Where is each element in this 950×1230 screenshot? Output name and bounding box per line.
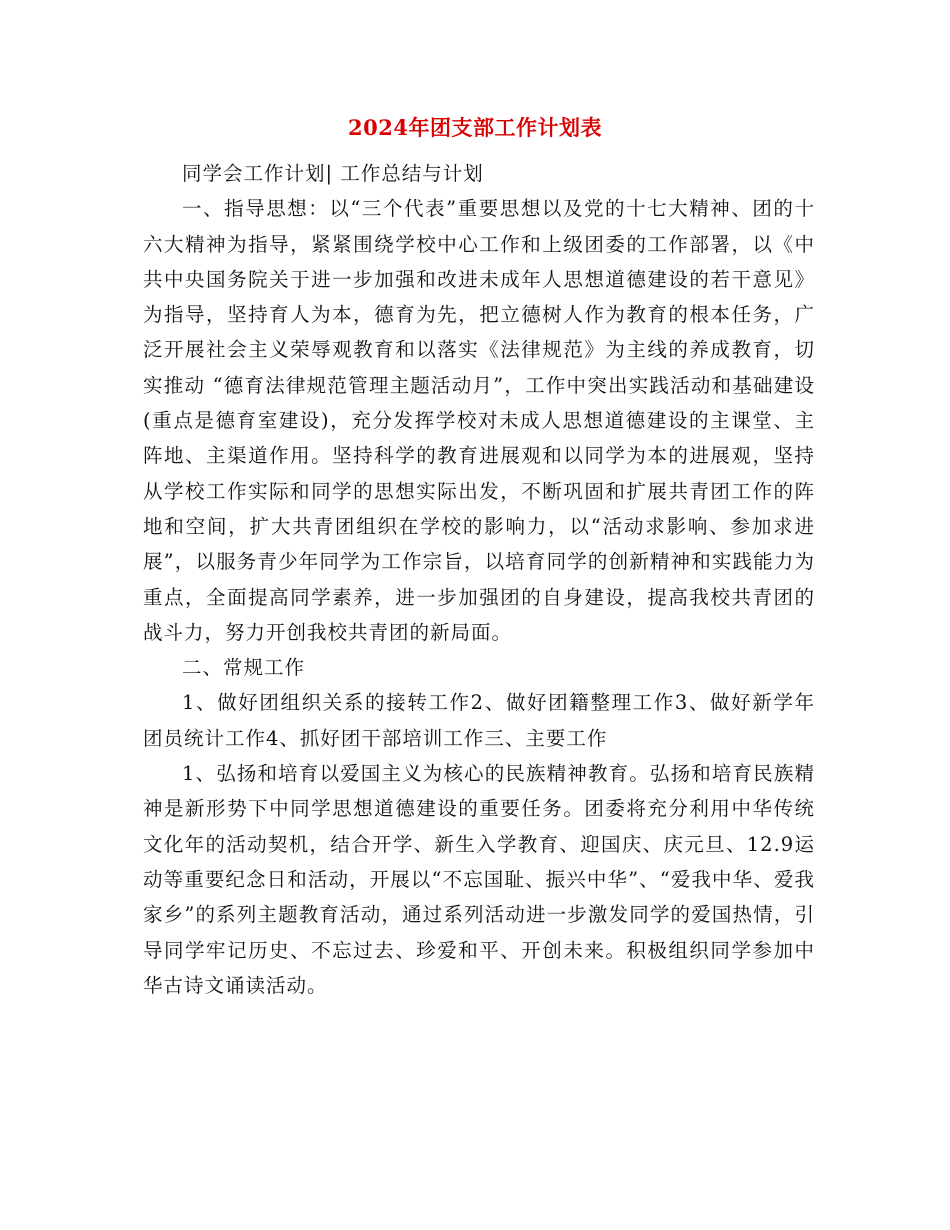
paragraph-guiding-ideology: 一、指导思想：以“三个代表”重要思想以及党的十七大精神、团的十六大精神为指导，紧紧围绕学校中心工作和上级团委的工作部署，以《中共中央国务院关于进一步加强和改进未成年人思想道德建设的若干意见》为指导，坚持育人为本，德育为先，把立德树人作为教育的根本任务，广泛开展社会主义荣辱观教育和以落实《法律规范》为主线的养成教育，切实推动 “德育法律规范管理主题活动月”，工作中突出实践活动和基础建设(重点是德育室建设)，充分发挥学校对未成人思想道德建设的主课堂、主阵地、主渠道作用。坚持科学的教育进展观和以同学为本的进展观，坚持从学校工作实际和同学的思想实际出发，不断巩固和扩展共青团工作的阵地和空间，扩大共青团组织在学校的影响力，以“活动求影响、参加求进展”，以服务青少年同学为工作宗旨，以培育同学的创新精神和实践能力为重点，全面提高同学素养，进一步加强团的自身建设，提高我校共青团的战斗力，努力开创我校共青团的新局面。 — [143, 197, 815, 644]
document-title: 2024年团支部工作计划表 — [348, 115, 602, 140]
paragraph-main-work-1: 1、弘扬和培育以爱国主义为核心的民族精神教育。弘扬和培育民族精神是新形势下中同学思想道德建设的重要任务。团委将充分利用中华传统文化年的活动契机，结合开学、新生入学教育、迎国庆、庆元旦、12.9运动等重要纪念日和活动，开展以“不忘国耻、振兴中华”、“爱我中华、爱我家乡”的系列主题教育活动，通过系列活动进一步激发同学的爱国热情，引导同学牢记历史、不忘过去、珍爱和平、开创未来。积极组织同学参加中华古诗文诵读活动。 — [143, 762, 815, 997]
paragraph-subtitle: 同学会工作计划| 工作总结与计划 — [182, 162, 484, 185]
paragraph-routine-heading: 二、常规工作 — [182, 656, 306, 680]
document-body — [143, 156, 815, 1003]
paragraph-routine-items: 1、做好团组织关系的接转工作2、做好团籍整理工作3、做好新学年团员统计工作4、抓好团干部培训工作三、主要工作 — [143, 691, 815, 750]
